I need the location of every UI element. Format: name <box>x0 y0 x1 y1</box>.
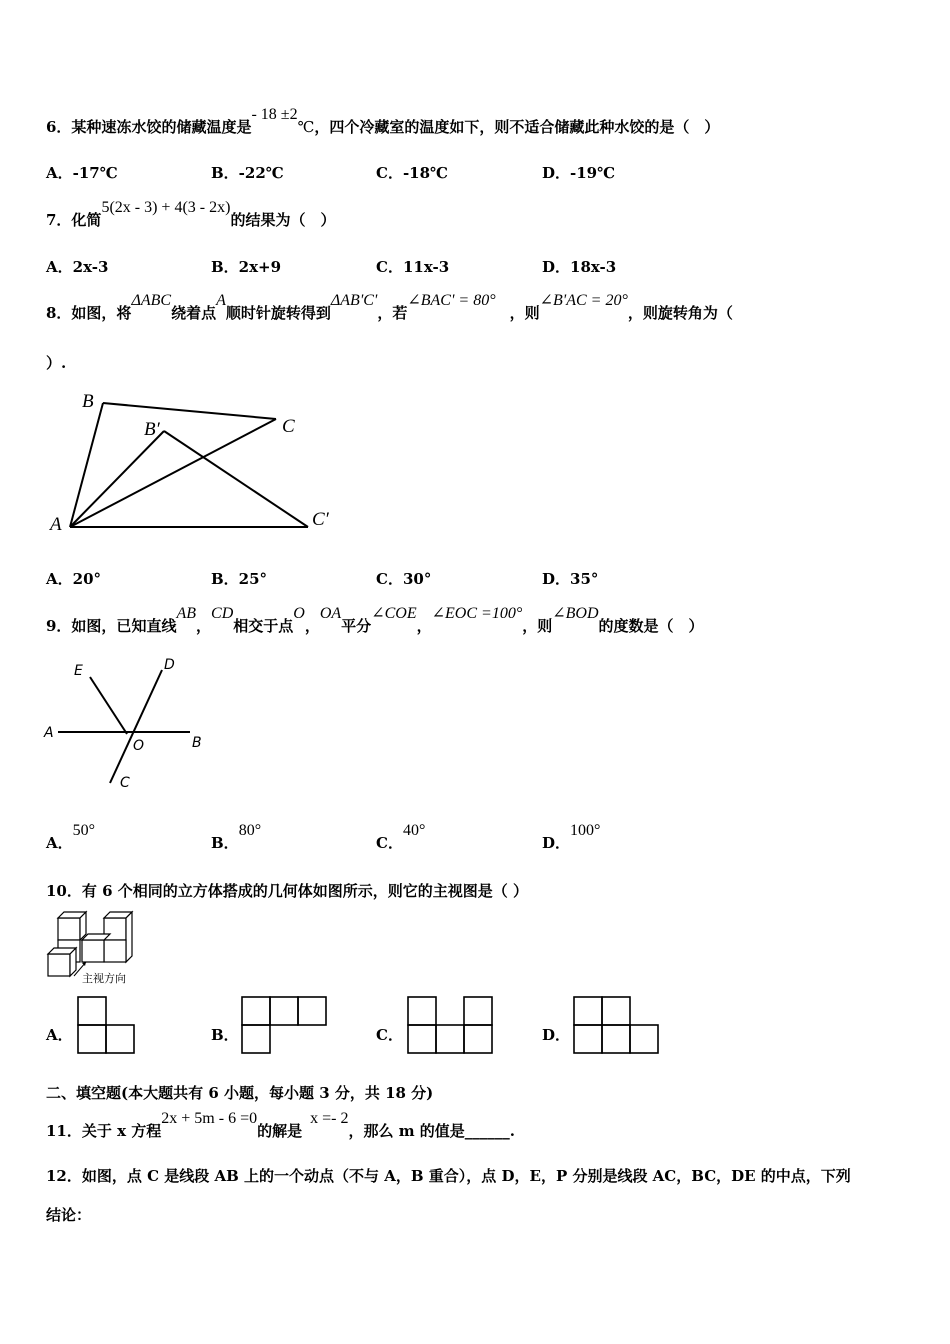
section-heading-fill-in: 二、填空题(本大题共有 6 小题，每小题 3 分，共 18 分) <box>46 1084 434 1102</box>
q6-option-c[interactable]: C．-18℃ <box>376 164 449 182</box>
q8-seg-bc <box>103 403 276 419</box>
q9-label-c: C <box>120 775 130 791</box>
q9-label-a: A <box>44 725 54 741</box>
q9-label-e: E <box>74 663 83 679</box>
q12-stem-line2: 结论： <box>46 1206 92 1224</box>
q8-seg-ca <box>70 419 276 527</box>
q9-option-a[interactable]: A．50° <box>46 822 96 852</box>
q10-view-b[interactable] <box>241 996 331 1056</box>
q8-option-a[interactable]: A．20° <box>46 570 102 588</box>
q10-option-b[interactable]: B． <box>211 1026 239 1044</box>
q10-option-a[interactable]: A． <box>46 1026 73 1044</box>
q6-option-d[interactable]: D．-19℃ <box>542 164 616 182</box>
q8-option-c[interactable]: C．30° <box>376 570 432 588</box>
q7-option-a[interactable]: A．2x-3 <box>46 258 109 276</box>
q9-line-cd <box>110 670 162 783</box>
q8-figure <box>40 385 340 545</box>
q8-label-a: A <box>50 514 62 535</box>
q10-option-c[interactable]: C． <box>376 1026 403 1044</box>
q9-label-d: D <box>164 657 175 673</box>
q8-option-d[interactable]: D．35° <box>542 570 599 588</box>
q8-label-b: B <box>82 391 94 412</box>
q6-stem: 6．某种速冻水饺的储藏温度是- 18 ±2℃，四个冷藏室的温度如下，则不适合储藏此种水饺的是（ ） <box>46 106 720 136</box>
q8-seg-ab2 <box>70 431 164 527</box>
q10-option-d[interactable]: D． <box>542 1026 571 1044</box>
q7-math: 5(2x - 3) + 4(3 - 2x) <box>101 199 231 216</box>
q9-figure <box>40 655 220 795</box>
q8-seg-ab <box>70 403 103 527</box>
q9-ray-oe <box>90 677 127 734</box>
q9-stem: 9．如图，已知直线AB，CD相交于点O，OA平分∠COE，∠EOC =100°，则∠BOD的度数是（ ） <box>46 605 704 635</box>
q9-option-c[interactable]: C．40° <box>376 822 426 852</box>
q6-math: - 18 ±2 <box>251 106 298 123</box>
q8-label-b-prime: B′ <box>144 419 160 440</box>
q7-stem: 7．化简5(2x - 3) + 4(3 - 2x)的结果为（ ） <box>46 199 336 229</box>
q10-view-c[interactable] <box>407 996 497 1056</box>
q8-label-c-prime: C′ <box>312 509 329 530</box>
q10-stem: 10．有 6 个相同的立方体搭成的几何体如图所示，则它的主视图是（ ） <box>46 882 528 900</box>
q8-stem: 8．如图，将ΔABC绕着点A顺时针旋转得到ΔAB'C'，若∠BAC' = 80°，则∠B'AC = 20°，则旋转角为（ <box>46 292 733 322</box>
q8-label-c: C <box>282 416 295 437</box>
q7-option-d[interactable]: D．18x-3 <box>542 258 617 276</box>
q10-view-a[interactable] <box>77 996 137 1056</box>
q9-label-o: O <box>133 738 145 754</box>
q6-option-b[interactable]: B．-22℃ <box>211 164 284 182</box>
q8-option-b[interactable]: B．25° <box>211 570 268 588</box>
q10-view-d[interactable] <box>573 996 663 1056</box>
q6-option-a[interactable]: A．-17℃ <box>46 164 118 182</box>
q9-label-b: B <box>192 735 202 751</box>
q8-seg-b2c2 <box>164 431 308 527</box>
q9-option-d[interactable]: D．100° <box>542 822 601 852</box>
q9-option-b[interactable]: B．80° <box>211 822 262 852</box>
q11-stem: 11．关于 x 方程2x + 5m - 6 =0的解是x =- 2，那么 m 的值是______. <box>46 1110 516 1140</box>
q10-cube-figure <box>44 910 144 986</box>
q7-option-c[interactable]: C．11x-3 <box>376 258 450 276</box>
q10-view-direction-label: 主视方向 <box>82 972 126 985</box>
q12-stem-line1: 12．如图，点 C 是线段 AB 上的一个动点（不与 A，B 重合），点 D，E，P 分别是线段 AC，BC，DE 的中点，下列 <box>46 1167 851 1185</box>
q8-stem-cont: ）. <box>46 354 67 372</box>
q7-option-b[interactable]: B．2x+9 <box>211 258 282 276</box>
